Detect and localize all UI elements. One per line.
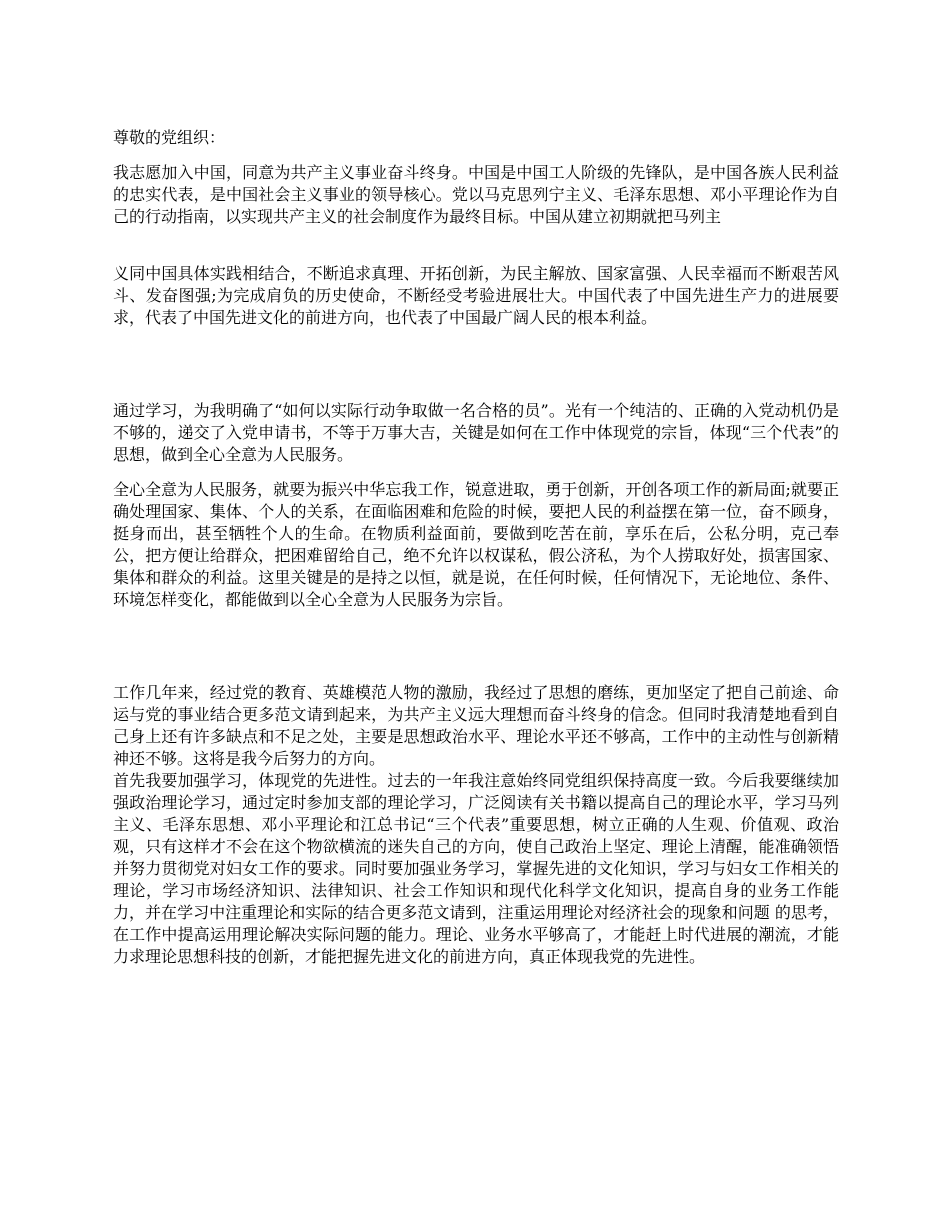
- paragraph-3: 通过学习，为我明确了“如何以实际行动争取做一名合格的员”。光有一个纯洁的、正确的入党动机仍是不够的，递交了入党申请书，不等于万事大吉，关键是如何在工作中体现党的宗旨，体现“三个代表”的思想，做到全心全意为人民服务。: [113, 401, 839, 464]
- paragraph-2: 义同中国具体实践相结合，不断追求真理、开拓创新，为民主解放、国家富强、人民幸福而不断艰苦风斗、发奋图强;为完成肩负的历史使命，不断经受考验进展壮大。中国代表了中国先进生产力的进展要求，代表了中国先进文化的前进方向，也代表了中国最广阔人民的根本利益。: [113, 264, 839, 327]
- paragraph-6: 首先我要加强学习，体现党的先进性。过去的一年我注意始终同党组织保持高度一致。今后我要继续加强政治理论学习，通过定时参加支部的理论学习，广泛阅读有关书籍以提高自己的理论水平，学习马列主义、毛泽东思想、邓小平理论和江总书记“三个代表”重要思想，树立正确的人生观、价值观、政治观，只有这样才不会在这个物欲横流的迷失自己的方向，使自己政治上坚定、理论上清醒，能准确领悟并努力贯彻党对妇女工作的要求。同时要加强业务学习，掌握先进的文化知识，学习与妇女工作相关的理论，学习市场经济知识、法律知识、社会工作知识和现代化科学文化知识，提高自身的业务工作能力，并在学习中注重理论和实际的结合更多范文请到，注重运用理论对经济社会的现象和问题 的思考，在工作中提高运用理论解决实际问题的能力。理论、业务水平够高了，才能赶上时代进展的潮流，才能力求理论思想科技的创新，才能把握先进文化的前进方向，真正体现我党的先进性。: [113, 771, 839, 966]
- salutation: 尊敬的党组织：: [113, 128, 226, 147]
- paragraph-5: 工作几年来，经过党的教育、英雄模范人物的激励，我经过了思想的磨练，更加坚定了把自己前途、命运与党的事业结合更多范文请到起来，为共产主义远大理想而奋斗终身的信念。但同时我清楚地看到自己身上还有许多缺点和不足之处，主要是思想政治水平、理论水平还不够高，工作中的主动性与创新精神还不够。这将是我今后努力的方向。: [113, 683, 839, 768]
- paragraph-1: 我志愿加入中国，同意为共产主义事业奋斗终身。中国是中国工人阶级的先锋队，是中国各族人民利益的忠实代表，是中国社会主义事业的领导核心。党以马克思列宁主义、毛泽东思想、邓小平理论作为自己的行动指南，以实现共产主义的社会制度作为最终目标。中国从建立初期就把马列主: [113, 163, 839, 226]
- paragraph-4: 全心全意为人民服务，就要为振兴中华忘我工作，锐意进取，勇于创新，开创各项工作的新局面;就要正确处理国家、集体、个人的关系，在面临困难和危险的时候，要把人民的利益摆在第一位，奋不顾身，挺身而出，甚至牺牲个人的生命。在物质利益面前，要做到吃苦在前，享乐在后，公私分明，克己奉公，把方便让给群众，把困难留给自己，绝不允许以权谋私，假公济私，为个人捞取好处，损害国家、集体和群众的利益。这里关键是的是持之以恒，就是说，在任何时候，任何情况下，无论地位、条件、环境怎样变化，都能做到以全心全意为人民服务为宗旨。: [113, 480, 839, 609]
